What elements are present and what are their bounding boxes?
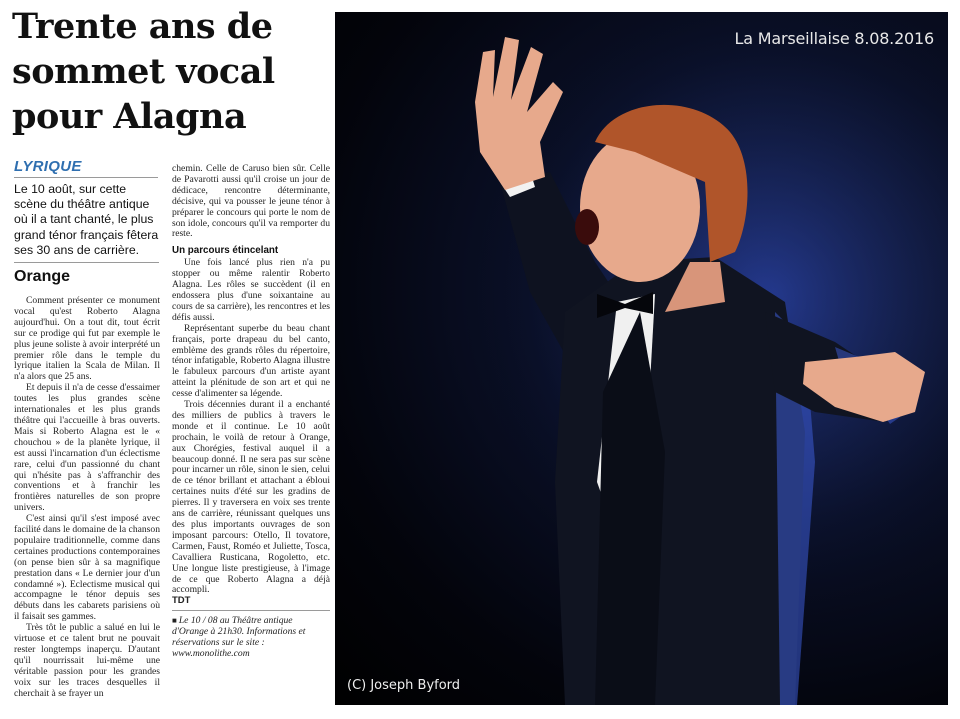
paragraph: C'est ainsi qu'il s'est imposé avec facilité dans le domaine de la chanson populaire traditionnelle, comme dans certaines productions contemporaines (on pense bien sûr à sa magnifique prestation dans « Le dernier jour d'un condamné »). Eclectisme musical qui accompagne le ténor depuis ses débuts dans les cabarets parisiens où il faisait ses gammes. [14,513,160,623]
singer-photo [335,12,948,705]
event-info [172,616,330,660]
article-column-1 [14,296,160,700]
paragraph: Très tôt le public a salué en lui le virtuose et ce talent brut ne pouvait rester longtemps inaperçu. D'autant qu'il nourrissait lui-même une véritable passion pour les grandes voix sur les traces desquelles il cherchait à se frayer un [14,622,160,699]
subheading: Un parcours étincelant [172,245,279,257]
singer-illustration [335,12,948,705]
paragraph: Comment présenter ce monument vocal qu'est Roberto Alagna aujourd'hui. On a tout dit, tout écrit sur ce prodige qui fut par exemple le plus jeune soliste à avoir interprété un premier rôle dans le temple du lyrique italien la Scala de Milan. Il n'a alors que 25 ans. [14,295,160,383]
headline: Trente ans de sommet vocal pour Alagna [12,6,275,137]
rubric-label: LYRIQUE [14,158,82,175]
author-signature: TDT [172,595,191,607]
paragraph: Trois décennies durant il a enchanté des milliers de publics à travers le monde et il continue. Le 10 août prochain, le voilà de retour à Orange, aux Chorégies, festival auquel il a beaucoup donné. Il ne sera pas sur scène pour incarner un rôle, sinon le sien, celui de ce ténor brillant et attachant a ébloui certaines nuits d'été sur les gradins de pierres. Il y traversera en voix ses trente ans de carrière, réunissant quelques uns des plus importants ouvrages de son imposant parcours: Otello, Il tovatore, Carmen, Faust, Roméo et Juliette, Tosca, Cavalliera Rusticana, Rogoletto, etc. Une longue liste prestigieuse, à l'image de ce que Roberto Alagna a déjà accompli. [172,399,330,596]
article-lead: Le 10 août, sur cette scène du théâtre antique où il a tant chanté, le plus grand ténor français fêtera ses 30 ans de carrière. [14,182,159,257]
photo-credit: (C) Joseph Byford [347,678,461,693]
lead-divider [14,262,159,263]
info-box [172,610,330,660]
article-column-2 [172,164,330,660]
rubric-divider [14,177,158,178]
paragraph: chemin. Celle de Caruso bien sûr. Celle de Pavarotti aussi qu'il croise un jour de dédicace, rencontre déterminante, décisive, qui va pousser le jeune ténor à préparer le concours qui porte le nom de son idole, concours qu'il va remporter du reste. [172,163,330,240]
paragraph: Une fois lancé plus rien n'a pu stopper ou même ralentir Roberto Alagna. Les rôles se succèdent (il en endossera plus d'une soixantaine au cours de sa carrière), les rencontres et les défis aussi. [172,257,330,323]
paragraph: Représentant superbe du beau chant français, porte drapeau du bel canto, emblème des grands rôles du répertoire, ténor infatigable, Roberto Alagna illustre le fabuleux parcours d'un artiste ayant atteint la plénitude de son art et qui ne cesse d'alimenter sa légende. [172,322,330,400]
photo-caption: La Marseillaise 8.08.2016 [734,29,934,48]
event-info-text: Le 10 / 08 au Théâtre antique d'Orange à 21h30. Informations et réservations sur le site : www.monolithe.com [172,615,306,659]
open-mouth [575,209,599,245]
paragraph: Et depuis il n'a de cesse d'essaimer toutes les plus grandes scène internationales et les plus grands théâtre qui l'accueille à bras ouverts. Mais si Roberto Alagna est le « chouchou » de la planète lyrique, il est aussi l'incarnation d'un éclectisme rare, celui d'un passionné du chant qui n'hésite pas à s'affranchir des conventions et à franchir les frontières naturelles de son propre univers. [14,382,160,514]
bullet-icon: ■ [172,616,177,626]
dateline: Orange [14,268,71,285]
